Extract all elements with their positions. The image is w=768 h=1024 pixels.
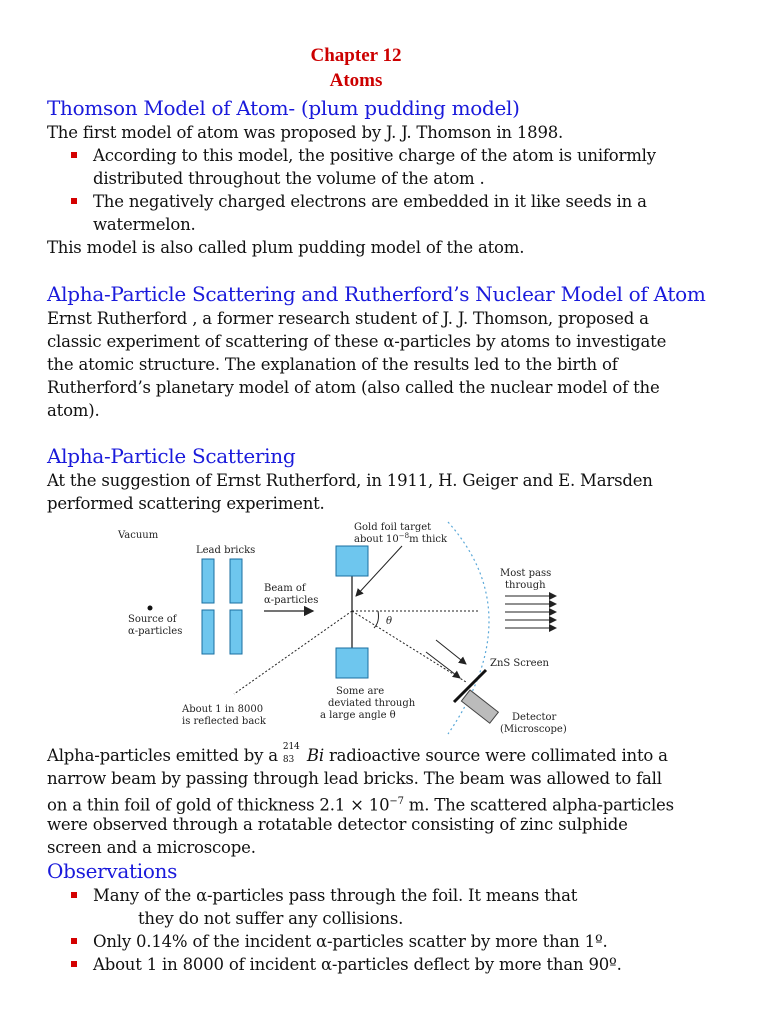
reflected-label-1: About 1 in 8000 [182, 704, 264, 715]
observation-2: Only 0.14% of the incident α-particles scatter by more than 1º. [93, 932, 608, 951]
theta-label: θ [386, 616, 393, 627]
bullet-icon [71, 152, 77, 158]
experiment-line-3: on a thin foil of gold of thickness $2.1 \times 10^{-7}$ m. The scattered alpha-particles [47, 795, 674, 815]
deviated-label-1: Some are [336, 686, 385, 697]
source-label-2: α-particles [128, 626, 183, 637]
thomson-bullet-1-line-2: distributed throughout the volume of the atom . [93, 169, 485, 188]
theta-arc [374, 611, 379, 628]
scattering-heading: Alpha-Particle Scattering [47, 444, 296, 468]
detector-label-1: Detector [512, 712, 557, 723]
most-pass-label-1: Most pass [500, 568, 552, 579]
microscope-detector [461, 690, 498, 723]
experiment-line-4: were observed through a rotatable detector consisting of zinc sulphide [47, 815, 628, 834]
deviated-path [352, 611, 466, 682]
scattering-line-2: performed scattering experiment. [47, 494, 325, 513]
thomson-closing: This model is also called plum pudding model of the atom. [47, 238, 525, 257]
rutherford-line-2: classic experiment of scattering of these α-particles by atoms to investigate [47, 332, 667, 351]
experiment-line-2: narrow beam by passing through lead bricks. The beam was allowed to fall [47, 769, 662, 788]
thomson-heading: Thomson Model of Atom- (plum pudding model) [47, 96, 520, 120]
bullet-icon [71, 892, 77, 898]
source-label-1: Source of [128, 614, 177, 625]
gold-foil-label-2: about $10^{-8}m$ thick [354, 532, 448, 545]
chapter-number: Chapter 12 [310, 45, 402, 66]
rutherford-apparatus-diagram [110, 514, 572, 736]
thomson-bullet-1-line-1: According to this model, the positive charge of the atom is uniformly [93, 146, 656, 165]
chapter-title: Atoms [329, 70, 383, 91]
lead-bricks-label: Lead bricks [196, 545, 256, 556]
gold-foil-block-top [336, 546, 368, 576]
observation-1-line-2: they do not suffer any collisions. [138, 909, 404, 928]
lead-brick [202, 559, 214, 603]
bullet-icon [71, 198, 77, 204]
detector-label-2: (Microscope) [500, 724, 567, 735]
detector-incoming-arrow [436, 640, 466, 664]
detector-incoming-arrow [426, 652, 460, 678]
gold-foil-label-1: Gold foil target [354, 522, 432, 533]
beam-label-1: Beam of [264, 583, 306, 594]
thomson-bullet-2-line-1: The negatively charged electrons are embedded in it like seeds in a [93, 192, 647, 211]
observation-1-line-1: Many of the α-particles pass through the foil. It means that [93, 886, 578, 905]
rutherford-line-5: atom). [47, 401, 100, 420]
alpha-source-dot [148, 606, 153, 611]
beam-label-2: α-particles [264, 595, 319, 606]
lead-brick [230, 559, 242, 603]
rutherford-line-4: Rutherford’s planetary model of atom (also called the nuclear model of the [47, 378, 660, 397]
thomson-intro: The first model of atom was proposed by J. J. Thomson in 1898. [47, 123, 564, 142]
zns-screen-label: ZnS Screen [490, 658, 549, 669]
observations-heading: Observations [47, 859, 178, 883]
thomson-bullet-2-line-2: watermelon. [93, 215, 196, 234]
rutherford-line-3: the atomic structure. The explanation of the results led to the birth of [47, 355, 618, 374]
deviated-label-3: a large angle θ [320, 710, 396, 721]
observation-3: About 1 in 8000 of incident α-particles deflect by more than 90º. [93, 955, 622, 974]
rutherford-line-1: Ernst Rutherford , a former research student of J. J. Thomson, proposed a [47, 309, 649, 328]
vacuum-label: Vacuum [118, 530, 159, 541]
rutherford-heading: Alpha-Particle Scattering and Rutherford’s Nuclear Model of Atom [47, 282, 706, 306]
lead-brick [202, 610, 214, 654]
reflected-path [234, 611, 352, 694]
bullet-icon [71, 961, 77, 967]
experiment-line-1: Alpha-particles emitted by a 214 83 Bi radioactive source were collimated into a [47, 742, 668, 765]
gold-foil-block-bottom [336, 648, 368, 678]
most-pass-label-2: through [505, 580, 546, 591]
experiment-line-5: screen and a microscope. [47, 838, 256, 857]
deviated-label-2: deviated through [328, 698, 416, 709]
scattering-line-1: At the suggestion of Ernst Rutherford, in 1911, H. Geiger and E. Marsden [47, 471, 653, 490]
lead-brick [230, 610, 242, 654]
bullet-icon [71, 938, 77, 944]
reflected-label-2: is reflected back [182, 716, 266, 727]
